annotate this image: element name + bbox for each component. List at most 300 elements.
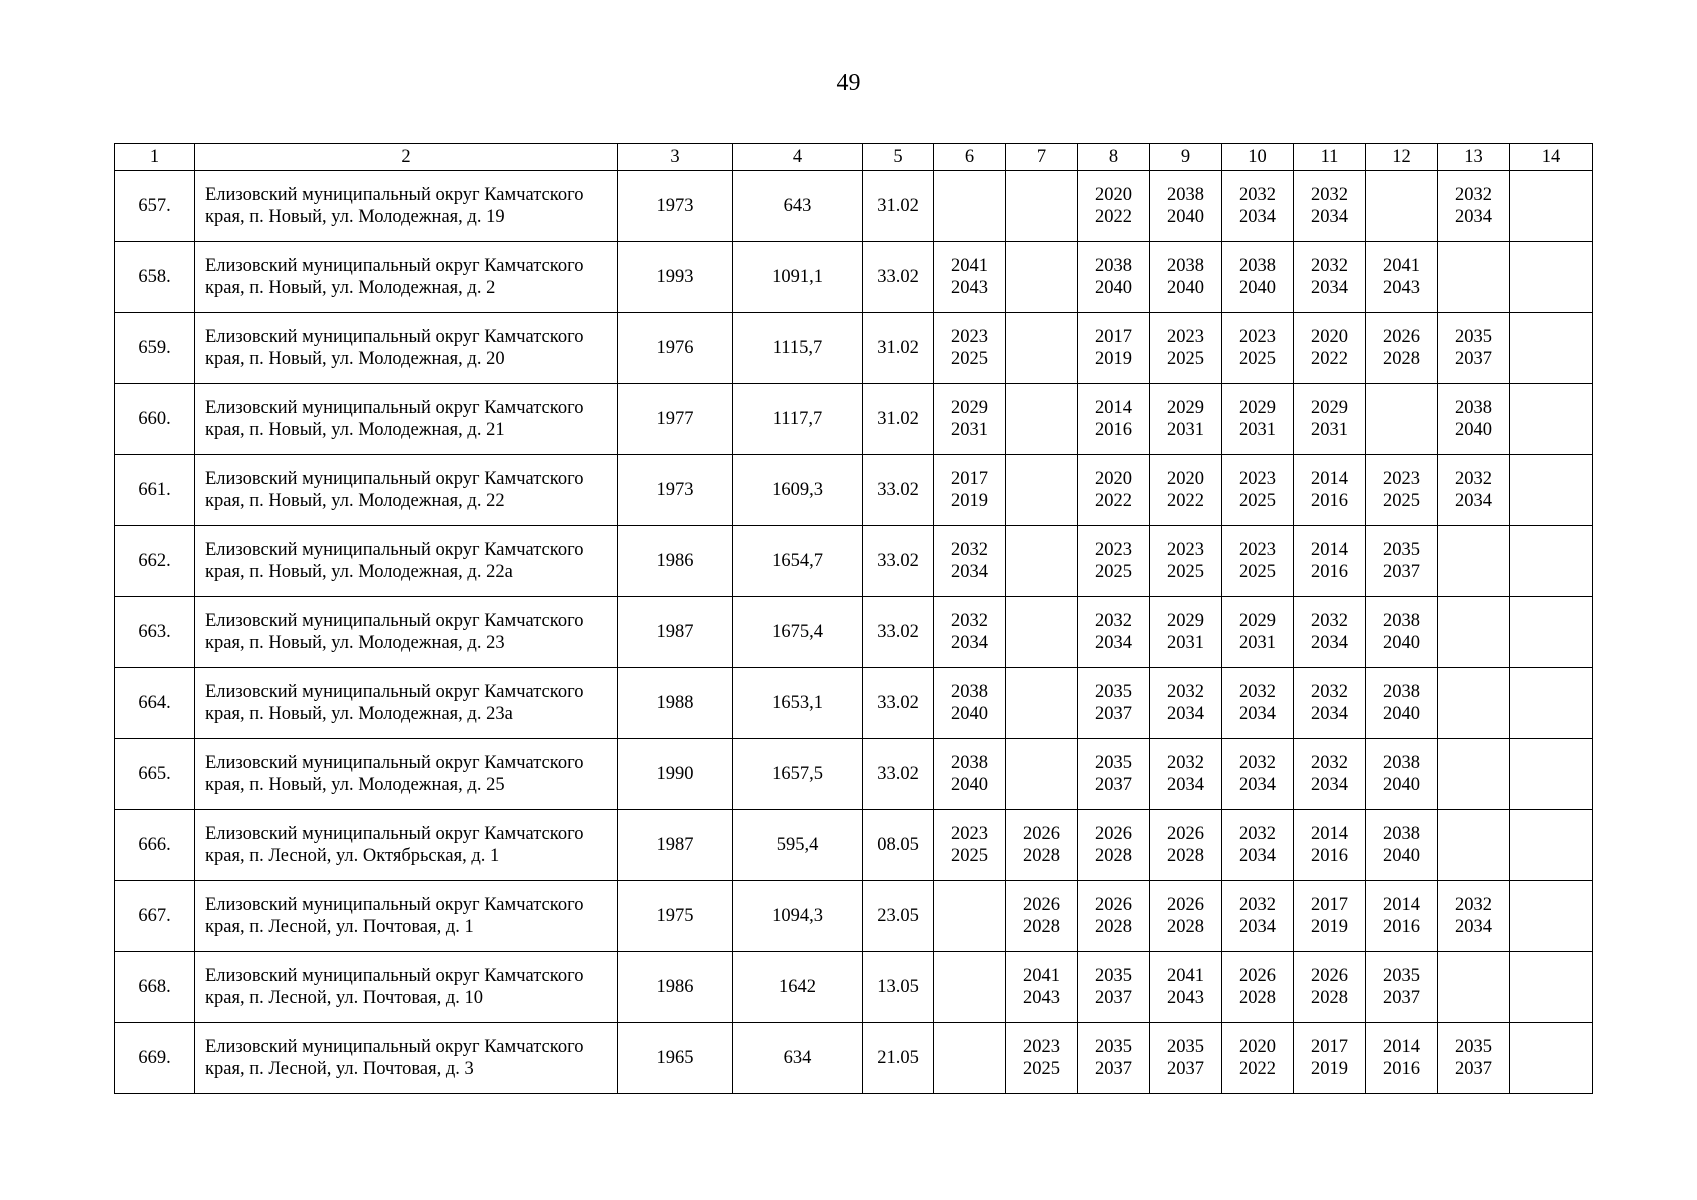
row-number: 661. [115, 455, 195, 526]
period-start-year: 2035 [1383, 540, 1420, 560]
period-start-year: 2038 [1383, 611, 1420, 631]
row-number: 664. [115, 668, 195, 739]
period-start-year: 2014 [1311, 469, 1348, 489]
period-start-year: 2032 [1311, 256, 1348, 276]
period-cell [934, 668, 1006, 739]
period-cell [1510, 881, 1593, 952]
period-start-year: 2014 [1311, 540, 1348, 560]
period-cell [1078, 810, 1150, 881]
period-cell [1078, 526, 1150, 597]
period-end-year: 2034 [951, 562, 988, 582]
period-cell [934, 171, 1006, 242]
period-cell [934, 384, 1006, 455]
period-start-year: 2038 [1095, 256, 1132, 276]
period-start-year: 2023 [1239, 540, 1276, 560]
period-end-year: 2040 [1383, 775, 1420, 795]
period-cell [1222, 597, 1294, 668]
period-start-year: 2023 [1167, 327, 1204, 347]
period-cell [1438, 881, 1510, 952]
period-start-year: 2023 [1167, 540, 1204, 560]
period-cell [1294, 242, 1366, 313]
address-cell: Елизовский муниципальный округ Камчатского края, п. Лесной, ул. Почтовая, д. 10 [195, 952, 618, 1023]
period-end-year: 2034 [1311, 633, 1348, 653]
period-cell [1006, 526, 1078, 597]
period-start-year: 2017 [1311, 895, 1348, 915]
period-start-year: 2035 [1383, 966, 1420, 986]
period-end-year: 2037 [1095, 704, 1132, 724]
period-cell [1078, 952, 1150, 1023]
year-cell: 1987 [618, 597, 733, 668]
area-cell: 643 [733, 171, 863, 242]
period-end-year: 2034 [1095, 633, 1132, 653]
column-header: 5 [863, 144, 934, 171]
period-cell [1006, 242, 1078, 313]
code-cell: 33.02 [863, 668, 934, 739]
period-end-year: 2037 [1455, 1059, 1492, 1079]
period-cell [1438, 313, 1510, 384]
period-cell [1510, 739, 1593, 810]
period-start-year: 2032 [1455, 469, 1492, 489]
year-cell: 1965 [618, 1023, 733, 1094]
period-cell [1366, 668, 1438, 739]
period-cell [1222, 384, 1294, 455]
period-cell [934, 739, 1006, 810]
period-cell [1294, 739, 1366, 810]
period-end-year: 2031 [951, 420, 988, 440]
period-cell [1222, 668, 1294, 739]
row-number: 665. [115, 739, 195, 810]
period-cell [1222, 810, 1294, 881]
period-end-year: 2028 [1383, 349, 1420, 369]
period-end-year: 2028 [1023, 917, 1060, 937]
period-cell [1366, 242, 1438, 313]
period-cell [1150, 242, 1222, 313]
period-end-year: 2034 [1311, 775, 1348, 795]
period-end-year: 2043 [1167, 988, 1204, 1008]
period-cell [1078, 881, 1150, 952]
address-cell: Елизовский муниципальный округ Камчатского края, п. Новый, ул. Молодежная, д. 22 [195, 455, 618, 526]
period-cell [1222, 1023, 1294, 1094]
address-cell: Елизовский муниципальный округ Камчатского края, п. Новый, ул. Молодежная, д. 20 [195, 313, 618, 384]
period-cell [934, 1023, 1006, 1094]
table-row [115, 242, 1593, 313]
address-cell: Елизовский муниципальный округ Камчатского края, п. Новый, ул. Молодежная, д. 23 [195, 597, 618, 668]
year-cell: 1993 [618, 242, 733, 313]
period-end-year: 2028 [1167, 846, 1204, 866]
period-start-year: 2020 [1167, 469, 1204, 489]
period-end-year: 2028 [1239, 988, 1276, 1008]
year-cell: 1973 [618, 455, 733, 526]
period-end-year: 2034 [1239, 207, 1276, 227]
period-cell [934, 810, 1006, 881]
period-cell [1438, 455, 1510, 526]
period-start-year: 2038 [1239, 256, 1276, 276]
period-start-year: 2032 [1455, 895, 1492, 915]
period-end-year: 2016 [1383, 917, 1420, 937]
period-start-year: 2038 [951, 753, 988, 773]
period-end-year: 2019 [951, 491, 988, 511]
row-number: 669. [115, 1023, 195, 1094]
period-end-year: 2028 [1095, 846, 1132, 866]
period-end-year: 2025 [1095, 562, 1132, 582]
period-cell [1006, 881, 1078, 952]
period-end-year: 2040 [951, 775, 988, 795]
row-number: 662. [115, 526, 195, 597]
period-cell [1078, 242, 1150, 313]
period-start-year: 2035 [1095, 966, 1132, 986]
period-cell [1366, 455, 1438, 526]
period-cell [1510, 384, 1593, 455]
period-start-year: 2032 [1311, 611, 1348, 631]
period-cell [1366, 313, 1438, 384]
period-cell [1438, 952, 1510, 1023]
period-start-year: 2020 [1311, 327, 1348, 347]
period-cell [1150, 526, 1222, 597]
period-start-year: 2026 [1023, 895, 1060, 915]
period-start-year: 2026 [1311, 966, 1348, 986]
period-cell [1294, 810, 1366, 881]
period-start-year: 2041 [1167, 966, 1204, 986]
code-cell: 23.05 [863, 881, 934, 952]
period-start-year: 2041 [1023, 966, 1060, 986]
period-end-year: 2043 [1023, 988, 1060, 1008]
address-cell: Елизовский муниципальный округ Камчатского края, п. Лесной, ул. Почтовая, д. 3 [195, 1023, 618, 1094]
period-start-year: 2032 [1239, 824, 1276, 844]
column-header: 10 [1222, 144, 1294, 171]
period-end-year: 2019 [1311, 1059, 1348, 1079]
period-cell [934, 313, 1006, 384]
period-start-year: 2017 [951, 469, 988, 489]
period-start-year: 2014 [1311, 824, 1348, 844]
period-start-year: 2032 [1239, 682, 1276, 702]
period-cell [1294, 952, 1366, 1023]
period-start-year: 2032 [1311, 185, 1348, 205]
period-cell [1438, 242, 1510, 313]
period-start-year: 2038 [1383, 824, 1420, 844]
period-end-year: 2040 [951, 704, 988, 724]
period-cell [1366, 739, 1438, 810]
period-start-year: 2014 [1383, 1037, 1420, 1057]
period-cell [1150, 739, 1222, 810]
area-cell: 1675,4 [733, 597, 863, 668]
period-start-year: 2020 [1095, 469, 1132, 489]
period-cell [1222, 881, 1294, 952]
period-end-year: 2019 [1095, 349, 1132, 369]
period-start-year: 2023 [951, 327, 988, 347]
period-cell [1438, 526, 1510, 597]
period-cell [1150, 384, 1222, 455]
period-cell [1150, 171, 1222, 242]
code-cell: 31.02 [863, 171, 934, 242]
period-start-year: 2026 [1095, 895, 1132, 915]
period-start-year: 2023 [1095, 540, 1132, 560]
period-start-year: 2023 [1239, 327, 1276, 347]
period-cell [1222, 313, 1294, 384]
period-end-year: 2025 [1239, 349, 1276, 369]
period-end-year: 2034 [1455, 917, 1492, 937]
year-cell: 1975 [618, 881, 733, 952]
row-number: 668. [115, 952, 195, 1023]
period-cell [1006, 171, 1078, 242]
period-end-year: 2034 [1455, 491, 1492, 511]
year-cell: 1976 [618, 313, 733, 384]
period-start-year: 2038 [1383, 682, 1420, 702]
period-end-year: 2016 [1311, 562, 1348, 582]
period-start-year: 2026 [1023, 824, 1060, 844]
address-cell: Елизовский муниципальный округ Камчатского края, п. Новый, ул. Молодежная, д. 21 [195, 384, 618, 455]
period-cell [1078, 455, 1150, 526]
period-cell [934, 881, 1006, 952]
period-cell [934, 242, 1006, 313]
period-cell [1078, 739, 1150, 810]
period-start-year: 2020 [1095, 185, 1132, 205]
row-number: 663. [115, 597, 195, 668]
period-cell [1294, 455, 1366, 526]
period-end-year: 2034 [1311, 207, 1348, 227]
period-end-year: 2025 [1239, 491, 1276, 511]
table-body [115, 171, 1593, 1094]
area-cell: 595,4 [733, 810, 863, 881]
period-cell [1294, 881, 1366, 952]
address-cell: Елизовский муниципальный округ Камчатского края, п. Лесной, ул. Почтовая, д. 1 [195, 881, 618, 952]
period-end-year: 2034 [1167, 775, 1204, 795]
area-cell: 1642 [733, 952, 863, 1023]
code-cell: 33.02 [863, 739, 934, 810]
period-start-year: 2023 [1383, 469, 1420, 489]
column-header: 6 [934, 144, 1006, 171]
code-cell: 31.02 [863, 384, 934, 455]
period-end-year: 2025 [1383, 491, 1420, 511]
period-end-year: 2037 [1095, 1059, 1132, 1079]
period-cell [1510, 668, 1593, 739]
period-cell [1294, 1023, 1366, 1094]
period-cell [1438, 597, 1510, 668]
period-start-year: 2026 [1167, 895, 1204, 915]
period-start-year: 2029 [1239, 398, 1276, 418]
row-number: 659. [115, 313, 195, 384]
period-start-year: 2023 [1023, 1037, 1060, 1057]
period-start-year: 2032 [1311, 682, 1348, 702]
area-cell: 1657,5 [733, 739, 863, 810]
period-start-year: 2026 [1095, 824, 1132, 844]
table-row [115, 384, 1593, 455]
period-end-year: 2040 [1167, 207, 1204, 227]
period-start-year: 2032 [1239, 185, 1276, 205]
code-cell: 33.02 [863, 597, 934, 668]
period-cell [1150, 881, 1222, 952]
period-end-year: 2016 [1311, 491, 1348, 511]
period-start-year: 2038 [951, 682, 988, 702]
period-cell [1006, 810, 1078, 881]
period-end-year: 2025 [951, 349, 988, 369]
building-schedule-table [114, 143, 1593, 1094]
column-header: 2 [195, 144, 618, 171]
period-cell [1438, 1023, 1510, 1094]
period-cell [1006, 384, 1078, 455]
column-header: 3 [618, 144, 733, 171]
period-cell [1510, 242, 1593, 313]
table-row [115, 739, 1593, 810]
period-end-year: 2016 [1311, 846, 1348, 866]
period-start-year: 2041 [951, 256, 988, 276]
period-start-year: 2035 [1095, 682, 1132, 702]
period-end-year: 2028 [1023, 846, 1060, 866]
area-cell: 1117,7 [733, 384, 863, 455]
period-start-year: 2035 [1455, 327, 1492, 347]
area-cell: 1654,7 [733, 526, 863, 597]
period-cell [1150, 1023, 1222, 1094]
row-number: 660. [115, 384, 195, 455]
period-start-year: 2032 [1239, 895, 1276, 915]
period-cell [1150, 455, 1222, 526]
period-end-year: 2037 [1167, 1059, 1204, 1079]
period-cell [1510, 455, 1593, 526]
period-start-year: 2029 [951, 398, 988, 418]
period-start-year: 2014 [1095, 398, 1132, 418]
period-end-year: 2025 [1167, 562, 1204, 582]
area-cell: 1653,1 [733, 668, 863, 739]
code-cell: 33.02 [863, 526, 934, 597]
period-start-year: 2032 [951, 540, 988, 560]
period-start-year: 2026 [1383, 327, 1420, 347]
period-start-year: 2026 [1167, 824, 1204, 844]
period-cell [1006, 1023, 1078, 1094]
period-cell [1438, 384, 1510, 455]
period-cell [1510, 597, 1593, 668]
code-cell: 21.05 [863, 1023, 934, 1094]
period-cell [1294, 384, 1366, 455]
period-cell [1366, 384, 1438, 455]
column-header: 14 [1510, 144, 1593, 171]
table-row [115, 1023, 1593, 1094]
year-cell: 1986 [618, 526, 733, 597]
period-cell [1150, 952, 1222, 1023]
period-end-year: 2034 [1239, 846, 1276, 866]
address-cell: Елизовский муниципальный округ Камчатского края, п. Новый, ул. Молодежная, д. 22а [195, 526, 618, 597]
period-cell [1222, 526, 1294, 597]
period-cell [1222, 739, 1294, 810]
period-cell [1366, 1023, 1438, 1094]
period-end-year: 2028 [1167, 917, 1204, 937]
period-end-year: 2037 [1383, 988, 1420, 1008]
period-start-year: 2029 [1167, 611, 1204, 631]
period-start-year: 2032 [1455, 185, 1492, 205]
period-cell [1438, 171, 1510, 242]
period-start-year: 2035 [1455, 1037, 1492, 1057]
period-end-year: 2031 [1167, 420, 1204, 440]
period-start-year: 2032 [1311, 753, 1348, 773]
code-cell: 08.05 [863, 810, 934, 881]
period-cell [1006, 739, 1078, 810]
period-end-year: 2031 [1167, 633, 1204, 653]
period-end-year: 2022 [1095, 207, 1132, 227]
period-cell [1366, 810, 1438, 881]
area-cell: 1094,3 [733, 881, 863, 952]
period-cell [1294, 171, 1366, 242]
period-end-year: 2022 [1095, 491, 1132, 511]
period-end-year: 2034 [1455, 207, 1492, 227]
period-cell [1510, 1023, 1593, 1094]
year-cell: 1988 [618, 668, 733, 739]
period-end-year: 2031 [1239, 633, 1276, 653]
table-row [115, 455, 1593, 526]
period-cell [1150, 668, 1222, 739]
period-cell [1006, 668, 1078, 739]
period-cell [1150, 597, 1222, 668]
period-end-year: 2040 [1239, 278, 1276, 298]
row-number: 666. [115, 810, 195, 881]
period-start-year: 2029 [1167, 398, 1204, 418]
period-end-year: 2025 [951, 846, 988, 866]
period-end-year: 2043 [951, 278, 988, 298]
period-end-year: 2043 [1383, 278, 1420, 298]
code-cell: 33.02 [863, 242, 934, 313]
row-number: 658. [115, 242, 195, 313]
period-cell [1438, 810, 1510, 881]
column-header: 4 [733, 144, 863, 171]
period-cell [1006, 952, 1078, 1023]
period-start-year: 2032 [1167, 753, 1204, 773]
period-cell [1222, 455, 1294, 526]
period-cell [1006, 597, 1078, 668]
period-end-year: 2034 [1239, 775, 1276, 795]
address-cell: Елизовский муниципальный округ Камчатского края, п. Новый, ул. Молодежная, д. 19 [195, 171, 618, 242]
period-end-year: 2037 [1455, 349, 1492, 369]
period-start-year: 2032 [1167, 682, 1204, 702]
address-cell: Елизовский муниципальный округ Камчатского края, п. Лесной, ул. Октябрьская, д. 1 [195, 810, 618, 881]
period-cell [1222, 952, 1294, 1023]
period-start-year: 2038 [1455, 398, 1492, 418]
period-end-year: 2034 [1167, 704, 1204, 724]
period-cell [1078, 171, 1150, 242]
table-row [115, 952, 1593, 1023]
address-cell: Елизовский муниципальный округ Камчатского края, п. Новый, ул. Молодежная, д. 2 [195, 242, 618, 313]
period-start-year: 2038 [1167, 256, 1204, 276]
period-cell [1006, 455, 1078, 526]
period-start-year: 2026 [1239, 966, 1276, 986]
period-end-year: 2031 [1311, 420, 1348, 440]
period-cell [1078, 597, 1150, 668]
period-end-year: 2034 [951, 633, 988, 653]
code-cell: 33.02 [863, 455, 934, 526]
period-cell [1438, 668, 1510, 739]
period-start-year: 2038 [1167, 185, 1204, 205]
period-start-year: 2023 [951, 824, 988, 844]
period-cell [1078, 1023, 1150, 1094]
header-row [115, 144, 1593, 171]
period-cell [1222, 242, 1294, 313]
period-end-year: 2040 [1455, 420, 1492, 440]
period-start-year: 2035 [1095, 1037, 1132, 1057]
year-cell: 1986 [618, 952, 733, 1023]
period-start-year: 2035 [1167, 1037, 1204, 1057]
period-cell [1294, 597, 1366, 668]
period-start-year: 2032 [951, 611, 988, 631]
column-header: 8 [1078, 144, 1150, 171]
period-end-year: 2037 [1095, 775, 1132, 795]
period-end-year: 2034 [1239, 704, 1276, 724]
period-end-year: 2040 [1383, 704, 1420, 724]
period-cell [1222, 171, 1294, 242]
period-cell [934, 455, 1006, 526]
period-start-year: 2017 [1311, 1037, 1348, 1057]
period-cell [1366, 952, 1438, 1023]
year-cell: 1990 [618, 739, 733, 810]
period-end-year: 2025 [1239, 562, 1276, 582]
period-end-year: 2034 [1311, 278, 1348, 298]
area-cell: 1115,7 [733, 313, 863, 384]
period-start-year: 2041 [1383, 256, 1420, 276]
